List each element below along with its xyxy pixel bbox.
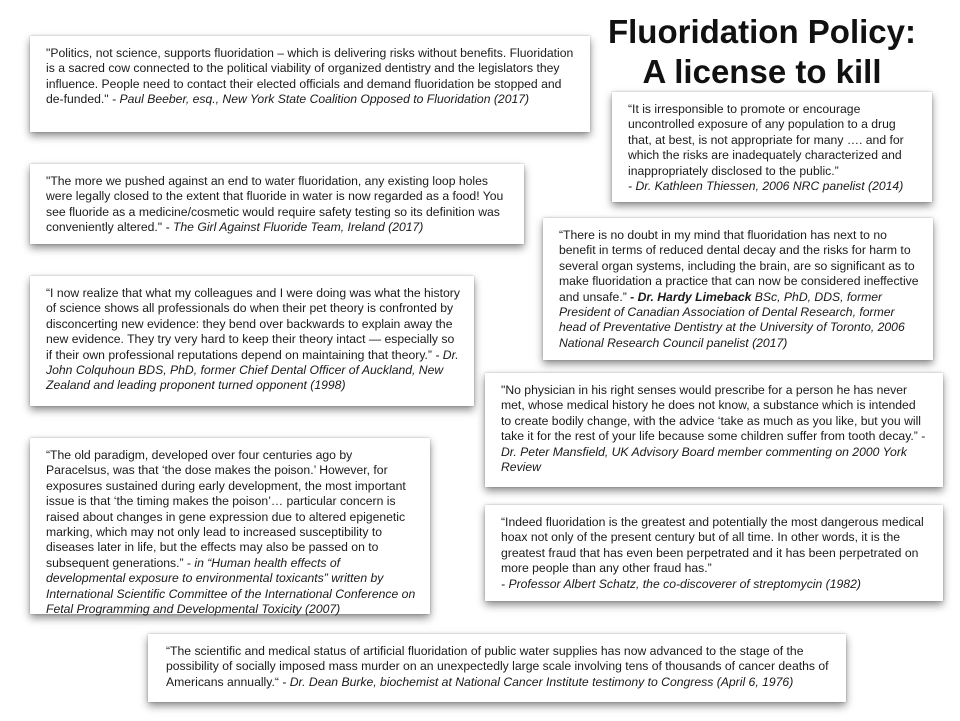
quote-text: “I now realize that what my colleagues and I were doing was what the history of science shows all professionals do when their pet theory is confronted by disconcerting new evidence: they bend over backwards to explain away the new evidence. They try very hard to keep their theory intact — especially so if their own professional reputations depend on maintaining that theory.” [46,286,460,362]
quote-text: “The old paradigm, developed over four centuries ago by Paracelsus, was that ‘the dose makes the poison.’ However, for exposures sustained during early development, the most important issue is that ‘the timing makes the poison’… particular concern is raised about changes in gene expression due to altered epigenetic marking, which may not only lead to increased susceptibility to diseases later in life, but the effects may also be passed on to subsequent generations.” - [46,448,406,570]
quote-attribution-name: - Dr. Hardy Limeback [630,289,752,304]
title-line-1: Fluoridation Policy: [607,13,916,50]
quote-attribution: - Dr. Dean Burke, biochemist at National Cancer Institute testimony to Congress (April 6, 1976) [278,674,794,689]
title-line-2: A license to kill [642,53,882,90]
quote-text: "Politics, not science, supports fluoridation – which is delivering risks without benefits. Fluoridation is a sacred cow connected to the political viability of organized dentistry and the legislators they influence. People need to contact their elected officials and demand fluoridation be stopped and de-funded." [46,46,574,107]
quote-text: "The more we pushed against an end to water fluoridation, any existing loop holes were legally closed to the extent that fluoride in water is now regarded as a food! You see fluoride as a medicine/cosmetic would require safety testing so its definition was conveniently altered." [46,174,504,235]
quote-attribution: in “Human health effects of developmental exposure to environmental toxicants” written by International Scientific Committee of the International Conference on Fetal Programming and Developmental Toxicity (2007) [46,555,416,617]
quote-card-beeber [30,36,590,132]
quote-attribution: - Dr. Kathleen Thiessen, 2006 NRC panelist (2014) [628,179,904,194]
page-title [588,12,936,92]
quote-card-burke [148,634,846,702]
quote-card-limeback [543,218,933,360]
quote-card-colquhoun [30,276,474,406]
quote-card-thiessen [612,92,932,202]
quote-card-schatz [485,505,943,601]
quote-attribution: - The Girl Against Fluoride Team, Ireland (2017) [162,220,424,235]
quote-text: “There is no doubt in my mind that fluoridation has next to no benefit in terms of reduced dental decay and the risks for harm to several organ systems, including the brain, are so significant as to make fluoridation a practice that can now be considered ineffective and unsafe.” [559,228,919,304]
quote-attribution: BSc, PhD, DDS, former President of Canadian Association of Dental Research, former head of Preventative Dentistry at the University of Toronto, 2006 National Research Council panelist (2017) [559,289,905,350]
quote-attribution: - Paul Beeber, esq., New York State Coalition Opposed to Fluoridation (2017) [112,92,530,107]
quote-attribution: Dr. Peter Mansfield, UK Advisory Board member commenting on 2000 York Review [501,444,907,475]
quote-attribution: - Dr. John Colquhoun BDS, PhD, former Chief Dental Officer of Auckland, New Zealand and leading proponent turned opponent (1998) [46,347,459,393]
quote-text: "No physician in his right senses would prescribe for a person he has never met, whose medical history he does not know, a substance which is intended to create bodily change, with the advice ‘take as much as you like, but you will take it for the rest of your life because some children suffer from tooth decay.” - [501,383,926,444]
quote-card-fetal-programming [30,438,430,617]
quote-attribution: - Professor Albert Schatz, the co-discoverer of streptomycin (1982) [501,576,861,591]
quote-text: “It is irresponsible to promote or encourage uncontrolled exposure of any population to a drug that, at best, is not appropriate for many …. and for which the risks are inadequately characterized and inappropriately disclosed to the public.” [628,102,904,178]
quote-card-girl-against-fluoride [30,164,524,244]
quote-text: “Indeed fluoridation is the greatest and potentially the most dangerous medical hoax not only of the present century but of all time. In other words, it is the greatest fraud that has even been perpetrated and it has been perpetrated on more people than any other fraud has.” [501,515,924,576]
quote-text: “The scientific and medical status of artificial fluoridation of public water supplies has now advanced to the stage of the possibility of socially imposed mass murder on an unexpectedly large scale involving tens of thousands of cancer deaths of Americans annually.“ [166,644,829,689]
quote-card-mansfield [485,373,943,487]
